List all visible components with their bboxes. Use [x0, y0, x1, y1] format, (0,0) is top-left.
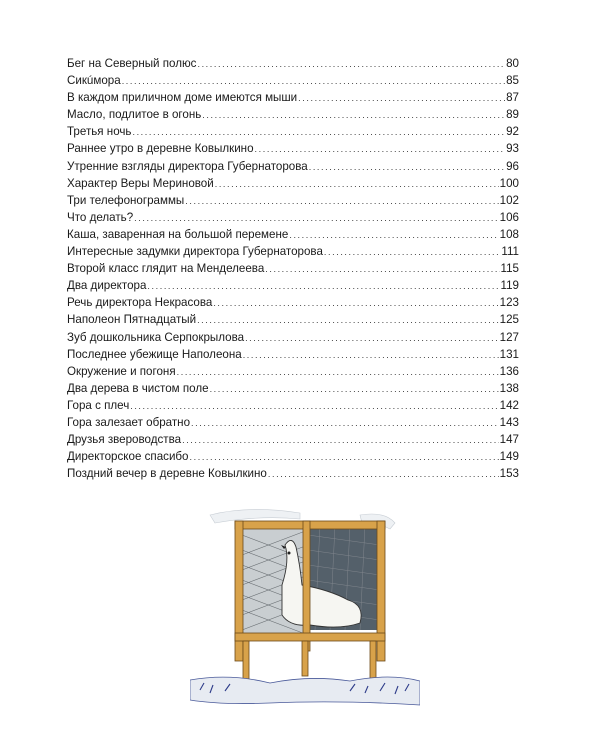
toc-dot-leader [245, 330, 499, 347]
toc-dot-leader [265, 261, 499, 278]
toc-entry-title: Два дерева в чистом поле [67, 381, 209, 395]
toc-entry-title: Два директора [67, 279, 147, 293]
toc-dot-leader [197, 56, 505, 73]
toc-dot-leader [130, 398, 498, 415]
toc-entry-page-number: 89 [506, 108, 519, 122]
toc-entry-title: Бег на Северный полюс [67, 57, 197, 70]
toc-dot-leader [132, 124, 505, 141]
toc-entry-title: Зуб дошкольника Серпокрылова [67, 330, 245, 344]
toc-entry [67, 329, 519, 346]
toc-entry [67, 380, 519, 397]
toc-entry-page-number: 119 [500, 279, 519, 293]
toc-entry [67, 158, 519, 175]
toc-entry [67, 192, 519, 209]
toc-dot-leader [134, 210, 498, 227]
toc-entry-page-number: 123 [499, 296, 519, 310]
toc-entry [67, 243, 519, 260]
toc-dot-leader [289, 227, 498, 244]
toc-entry [67, 260, 519, 277]
toc-dot-leader [215, 176, 499, 193]
toc-entry [67, 414, 519, 431]
table-of-contents [67, 55, 519, 482]
toc-entry-page-number: 111 [501, 245, 519, 259]
toc-entry [67, 311, 519, 328]
toc-dot-leader [268, 466, 499, 483]
toc-entry [67, 72, 519, 89]
toc-entry-page-number: 106 [499, 210, 519, 224]
toc-dot-leader [177, 364, 499, 381]
toc-entry-page-number: 136 [499, 364, 519, 378]
toc-entry-page-number: 142 [499, 398, 519, 412]
toc-entry-page-number: 87 [506, 91, 519, 105]
toc-entry [67, 55, 519, 72]
toc-entry-title: Масло, подлитое в огонь [67, 108, 202, 122]
toc-entry-title: В каждом приличном доме имеются мыши [67, 91, 298, 105]
toc-entry [67, 465, 519, 482]
toc-entry-title: Директорское спасибо [67, 450, 189, 464]
toc-dot-leader [197, 312, 499, 329]
toc-entry-page-number: 115 [500, 262, 519, 276]
toc-entry-title: Интересные задумки директора Губернаторова [67, 245, 323, 259]
toc-entry [67, 175, 519, 192]
toc-entry-page-number: 108 [499, 227, 519, 241]
toc-entry-page-number: 85 [506, 74, 519, 88]
toc-dot-leader [243, 347, 499, 364]
toc-entry-page-number: 125 [499, 313, 519, 327]
toc-entry-page-number: 80 [506, 57, 519, 70]
toc-entry-page-number: 131 [499, 347, 519, 361]
toc-dot-leader [309, 159, 505, 176]
toc-entry-page-number: 153 [499, 467, 519, 481]
toc-entry-page-number: 138 [499, 381, 519, 395]
toc-entry [67, 431, 519, 448]
toc-entry [67, 397, 519, 414]
toc-entry-title: Друзья звероводства [67, 433, 182, 447]
toc-dot-leader [122, 73, 505, 90]
toc-dot-leader [255, 141, 506, 158]
toc-entry-title: Сикúмора [67, 74, 121, 88]
toc-entry [67, 226, 519, 243]
toc-entry-page-number: 102 [499, 193, 519, 207]
fox-cage-illustration [190, 505, 420, 735]
toc-entry-page-number: 100 [499, 176, 519, 190]
toc-dot-leader [191, 415, 499, 432]
toc-dot-leader [147, 278, 499, 295]
toc-entry-title: Поздний вечер в деревне Ковылкино [67, 467, 267, 481]
toc-entry [67, 363, 519, 380]
toc-entry [67, 277, 519, 294]
toc-entry [67, 89, 519, 106]
toc-dot-leader [185, 193, 498, 210]
toc-dot-leader [182, 432, 499, 449]
toc-entry [67, 123, 519, 140]
toc-dot-leader [298, 90, 505, 107]
toc-entry-title: Гора с плеч [67, 398, 130, 412]
toc-entry-page-number: 143 [499, 415, 519, 429]
toc-entry-page-number: 92 [506, 125, 519, 139]
toc-entry-page-number: 93 [506, 142, 519, 156]
toc-entry-title: Характер Веры Мериновой [67, 176, 214, 190]
toc-entry-title: Утренние взгляды директора Губернаторова [67, 159, 308, 173]
toc-entry [67, 294, 519, 311]
toc-entry-title: Второй класс глядит на Менделеева [67, 262, 265, 276]
toc-entry [67, 209, 519, 226]
toc-entry-title: Каша, заваренная на большой перемене [67, 227, 289, 241]
toc-entry [67, 106, 519, 123]
toc-entry-title: Наполеон Пятнадцатый [67, 313, 197, 327]
toc-dot-leader [210, 381, 499, 398]
toc-entry-title: Окружение и погоня [67, 364, 176, 378]
toc-dot-leader [202, 107, 505, 124]
toc-entry [67, 140, 519, 157]
toc-dot-leader [190, 449, 499, 466]
toc-dot-leader [324, 244, 500, 261]
toc-entry-title: Гора залезает обратно [67, 415, 191, 429]
toc-entry-page-number: 147 [499, 433, 519, 447]
toc-entry [67, 346, 519, 363]
toc-entry-page-number: 127 [499, 330, 519, 344]
toc-dot-leader [213, 295, 498, 312]
toc-entry-title: Раннее утро в деревне Ковылкино [67, 142, 254, 156]
toc-entry-title: Что делать? [67, 210, 134, 224]
toc-entry-page-number: 96 [506, 159, 519, 173]
toc-entry [67, 448, 519, 465]
toc-entry-title: Последнее убежище Наполеона [67, 347, 242, 361]
toc-entry-title: Три телефонограммы [67, 193, 185, 207]
toc-entry-page-number: 149 [499, 450, 519, 464]
toc-entry-title: Речь директора Некрасова [67, 296, 213, 310]
toc-entry-title: Третья ночь [67, 125, 132, 139]
